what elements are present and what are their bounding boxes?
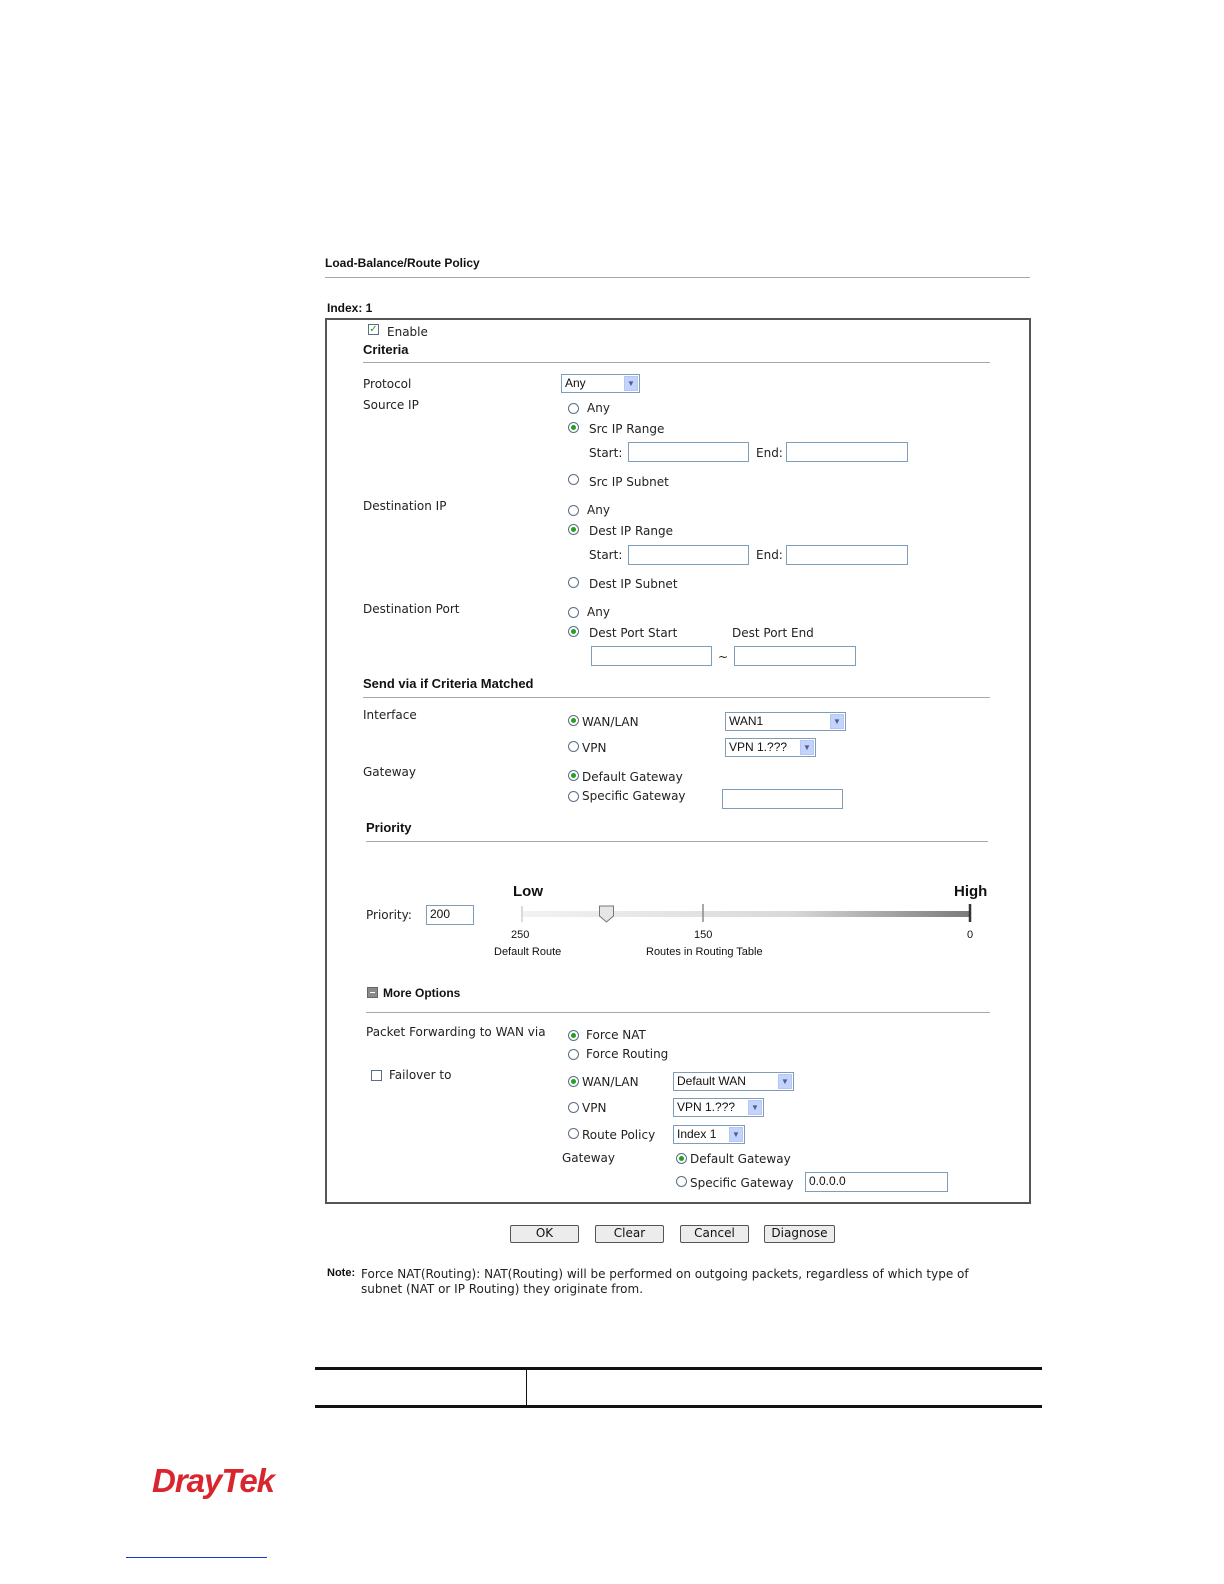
criteria-heading: Criteria [363, 342, 409, 357]
source-ip-end-input[interactable] [786, 442, 908, 462]
priority-low-label: Low [513, 883, 543, 900]
failover-wan-select[interactable] [673, 1072, 794, 1091]
failover-specific-gateway-input[interactable]: 0.0.0.0 [805, 1172, 948, 1192]
priority-high-label: High [954, 883, 988, 900]
failover-vpn-select-value: VPN 1.??? [677, 1100, 736, 1114]
default-gateway-radio[interactable] [568, 770, 579, 781]
destination-ip-end-input[interactable] [786, 545, 908, 565]
destination-ip-any-radio[interactable] [568, 505, 579, 516]
protocol-select[interactable] [561, 374, 640, 393]
priority-heading: Priority [366, 820, 412, 835]
force-routing-label: Force Routing [586, 1047, 669, 1061]
destination-ip-subnet-label: Dest IP Subnet [589, 577, 678, 591]
clear-button[interactable]: Clear [595, 1225, 664, 1243]
chevron-down-icon: ▼ [800, 740, 814, 755]
failover-route-policy-select-value: Index 1 [677, 1127, 717, 1141]
enable-label: Enable [387, 325, 428, 339]
destination-port-start-radio[interactable] [568, 626, 579, 637]
slider-track [522, 911, 970, 917]
source-ip-start-label: Start: [589, 446, 623, 460]
diagnose-button[interactable]: Diagnose [764, 1225, 835, 1243]
routes-table-label: Routes in Routing Table [646, 946, 763, 958]
failover-wan-lan-radio[interactable] [568, 1076, 579, 1087]
failover-vpn-radio[interactable] [568, 1102, 579, 1113]
specific-gateway-input[interactable] [722, 789, 843, 809]
default-gateway-label: Default Gateway [582, 770, 683, 784]
destination-port-start-input[interactable] [591, 646, 712, 666]
destination-port-end-input[interactable] [734, 646, 856, 666]
destination-ip-start-input[interactable] [628, 545, 749, 565]
protocol-label: Protocol [363, 377, 412, 391]
send-via-divider [363, 697, 990, 698]
failover-wan-select-value: Default WAN [677, 1074, 746, 1088]
failover-default-gateway-label: Default Gateway [690, 1152, 791, 1166]
interface-vpn-radio[interactable] [568, 741, 579, 752]
source-ip-subnet-label: Src IP Subnet [589, 475, 669, 489]
failover-vpn-label: VPN [582, 1101, 607, 1115]
chevron-down-icon: ▼ [729, 1127, 743, 1142]
destination-ip-range-radio[interactable] [568, 524, 579, 535]
draytek-logo: DrayTek [152, 1462, 275, 1499]
failover-route-policy-select[interactable] [673, 1125, 745, 1144]
interface-wan-lan-label: WAN/LAN [582, 715, 639, 729]
title-divider [325, 277, 1030, 278]
default-route-label: Default Route [494, 946, 562, 958]
destination-port-any-radio[interactable] [568, 607, 579, 618]
destination-port-any-label: Any [587, 605, 610, 619]
gateway-label: Gateway [363, 765, 417, 779]
destination-port-label: Destination Port [363, 602, 460, 616]
destination-ip-range-label: Dest IP Range [589, 524, 674, 538]
interface-vpn-select[interactable] [725, 738, 816, 757]
source-ip-end-label: End: [756, 446, 783, 460]
priority-label: Priority: [366, 908, 412, 922]
source-ip-range-radio[interactable] [568, 422, 579, 433]
destination-port-start-label: Dest Port Start [589, 626, 678, 640]
force-routing-radio[interactable] [568, 1049, 579, 1060]
destination-port-end-label: Dest Port End [732, 626, 814, 640]
footer-link-rule [126, 1557, 267, 1558]
more-options-divider [366, 1012, 990, 1013]
priority-input[interactable]: 200 [426, 905, 474, 925]
chevron-down-icon: ▼ [830, 714, 844, 729]
index-label: Index: 1 [327, 301, 373, 315]
interface-wan-select[interactable] [725, 712, 846, 731]
failover-gateway-label: Gateway [562, 1151, 616, 1165]
interface-label: Interface [363, 708, 417, 722]
enable-checkbox[interactable]: ✓ [369, 324, 378, 335]
destination-ip-any-label: Any [587, 503, 610, 517]
source-ip-range-label: Src IP Range [589, 422, 665, 436]
priority-slider[interactable] [500, 898, 990, 934]
interface-vpn-label: VPN [582, 741, 607, 755]
table-bottom-rule [315, 1405, 1042, 1408]
table-top-rule [315, 1367, 1042, 1370]
chevron-down-icon: ▼ [778, 1074, 792, 1089]
protocol-select-value: Any [565, 376, 586, 390]
tick-label-0: 0 [967, 929, 974, 941]
source-ip-start-input[interactable] [628, 442, 749, 462]
criteria-divider [363, 362, 990, 363]
failover-wan-lan-label: WAN/LAN [582, 1075, 639, 1089]
send-via-heading: Send via if Criteria Matched [363, 676, 534, 691]
failover-route-policy-label: Route Policy [582, 1128, 656, 1142]
interface-vpn-select-value: VPN 1.??? [729, 740, 788, 754]
tick-label-150: 150 [694, 929, 713, 941]
chevron-down-icon: ▼ [624, 376, 638, 391]
collapse-icon[interactable] [367, 987, 378, 998]
failover-route-policy-radio[interactable] [568, 1128, 579, 1139]
destination-ip-label: Destination IP [363, 499, 447, 513]
force-nat-radio[interactable] [568, 1030, 579, 1041]
port-range-separator: ~ [718, 650, 729, 664]
note-line-1: Force NAT(Routing): NAT(Routing) will be performed on outgoing packets, regardless of which type of [361, 1267, 969, 1281]
failover-label: Failover to [389, 1068, 452, 1082]
note-prefix: Note: [327, 1267, 356, 1279]
force-nat-label: Force NAT [586, 1028, 646, 1042]
failover-specific-gateway-radio[interactable] [676, 1176, 687, 1187]
failover-default-gateway-radio[interactable] [676, 1153, 687, 1164]
source-ip-any-label: Any [587, 401, 610, 415]
source-ip-label: Source IP [363, 398, 419, 412]
more-options-heading: More Options [383, 986, 461, 1000]
priority-divider [366, 841, 988, 842]
tick-label-250: 250 [511, 929, 530, 941]
table-column-divider [526, 1370, 527, 1405]
source-ip-any-radio[interactable] [568, 403, 579, 414]
failover-vpn-select[interactable] [673, 1098, 764, 1117]
interface-wan-select-value: WAN1 [729, 714, 764, 728]
specific-gateway-radio[interactable] [568, 791, 579, 802]
destination-ip-subnet-radio[interactable] [568, 577, 579, 588]
destination-ip-start-label: Start: [589, 548, 623, 562]
failover-checkbox[interactable] [371, 1070, 382, 1081]
cancel-button[interactable]: Cancel [680, 1225, 749, 1243]
source-ip-subnet-radio[interactable] [568, 474, 579, 485]
packet-forwarding-label: Packet Forwarding to WAN via [366, 1025, 546, 1039]
interface-wan-lan-radio[interactable] [568, 715, 579, 726]
chevron-down-icon: ▼ [748, 1100, 762, 1115]
specific-gateway-label: Specific Gateway [582, 789, 686, 803]
page-title: Load-Balance/Route Policy [325, 256, 480, 270]
ok-button[interactable]: OK [510, 1225, 579, 1243]
slider-thumb[interactable] [600, 906, 614, 922]
note-line-2: subnet (NAT or IP Routing) they originate from. [361, 1282, 644, 1296]
failover-specific-gateway-label: Specific Gateway [690, 1176, 794, 1190]
destination-ip-end-label: End: [756, 548, 783, 562]
